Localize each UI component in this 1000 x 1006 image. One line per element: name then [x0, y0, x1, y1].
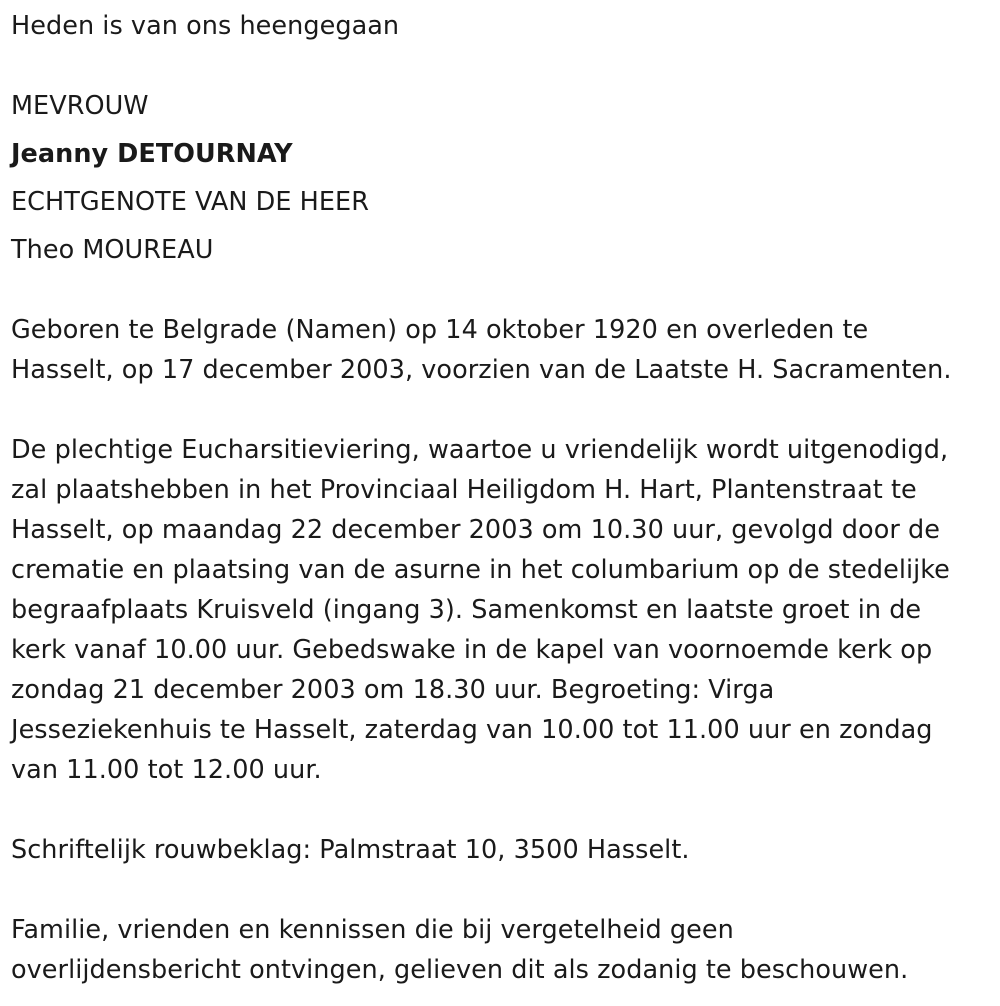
- relation-label: ECHTGENOTE VAN DE HEER: [11, 187, 369, 217]
- paragraph-line: crematie en plaatsing van de asurne in het columbarium op de stedelijke: [11, 555, 950, 585]
- paragraph-line: zondag 21 december 2003 om 18.30 uur. Begroeting: Virga: [11, 675, 775, 705]
- intro-line: Heden is van ons heengegaan: [11, 11, 400, 41]
- paragraph-line: Geboren te Belgrade (Namen) op 14 oktober 1920 en overleden te: [11, 315, 869, 345]
- spacer: [11, 870, 996, 910]
- paragraph-line: Hasselt, op maandag 22 december 2003 om 10.30 uur, gevolgd door de: [11, 515, 941, 545]
- ceremony-paragraph: [11, 430, 996, 790]
- paragraph-line: begraafplaats Kruisveld (ingang 3). Samenkomst en laatste groet in de: [11, 595, 922, 625]
- paragraph-line: De plechtige Eucharsitieviering, waartoe u vriendelijk wordt uitgenodigd,: [11, 435, 949, 465]
- spacer: [11, 270, 996, 310]
- paragraph-line: van 11.00 tot 12.00 uur.: [11, 755, 322, 785]
- deceased-identity: [11, 82, 996, 274]
- birth-death-paragraph: [11, 310, 996, 390]
- paragraph-line: overlijdensbericht ontvingen, gelieven dit als zodanig te beschouwen.: [11, 955, 909, 985]
- condolence-address: Schriftelijk rouwbeklag: Palmstraat 10, 3500 Hasselt.: [11, 835, 690, 865]
- paragraph-line: Familie, vrienden en kennissen die bij vergetelheid geen: [11, 915, 734, 945]
- obituary-notice: [11, 6, 996, 990]
- paragraph-line: Jesseziekenhuis te Hasselt, zaterdag van 10.00 tot 11.00 uur en zondag: [11, 715, 933, 745]
- honorific: MEVROUW: [11, 91, 149, 121]
- spouse-name: Theo MOUREAU: [11, 235, 214, 265]
- spacer: [11, 390, 996, 430]
- paragraph-line: kerk vanaf 10.00 uur. Gebedswake in de kapel van voornoemde kerk op: [11, 635, 933, 665]
- deceased-name: Jeanny DETOURNAY: [11, 139, 293, 169]
- paragraph-line: zal plaatshebben in het Provinciaal Heiligdom H. Hart, Plantenstraat te: [11, 475, 917, 505]
- spacer: [11, 790, 996, 830]
- paragraph-line: Hasselt, op 17 december 2003, voorzien van de Laatste H. Sacramenten.: [11, 355, 952, 385]
- closing-paragraph: [11, 910, 996, 990]
- spacer: [11, 46, 996, 86]
